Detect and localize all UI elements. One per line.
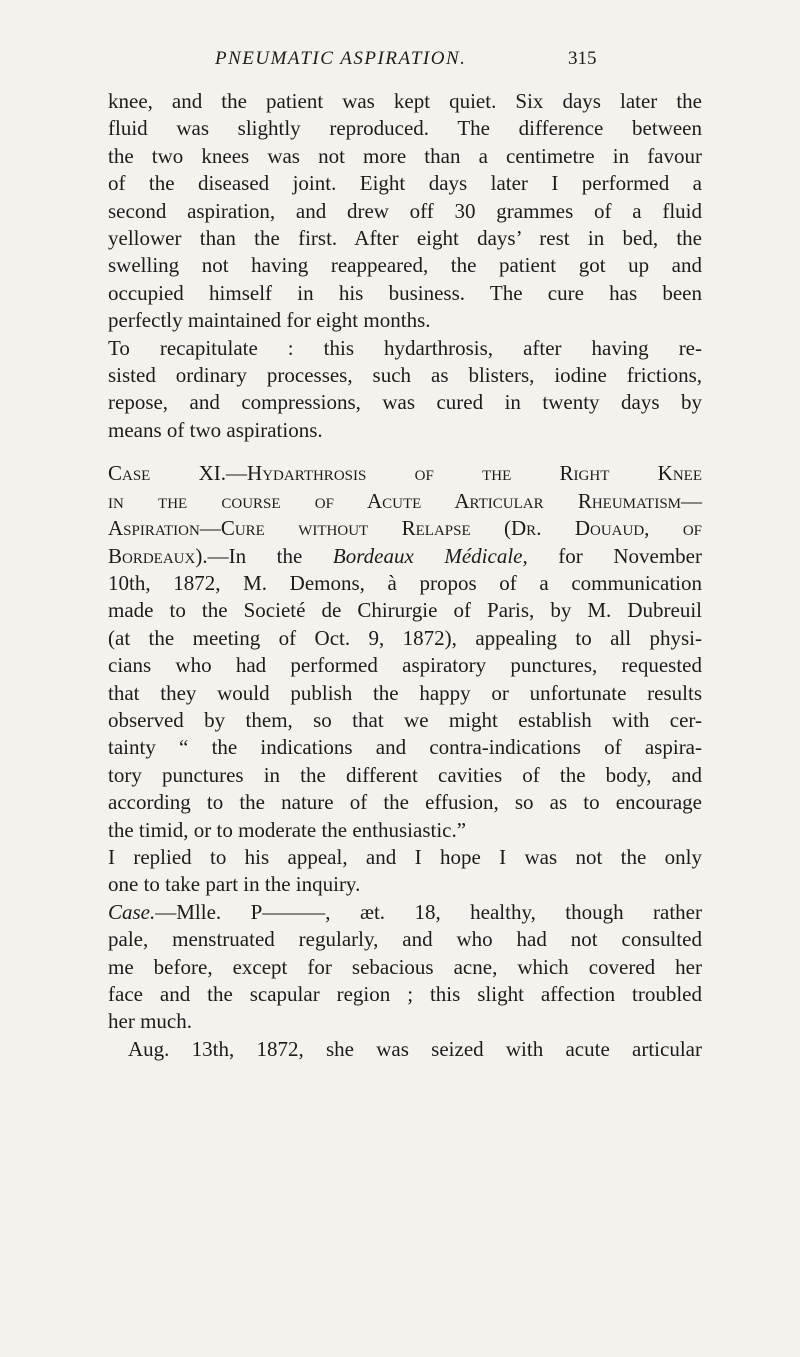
text-line: fluid was slightly reproduced. The difference between bbox=[108, 116, 702, 141]
case-heading bbox=[108, 460, 702, 570]
text-line: second aspiration, and drew off 30 grammes of a fluid bbox=[108, 198, 702, 223]
text-run: —Mlle. P———, æt. 18, healthy, though rather bbox=[155, 899, 702, 924]
text-line: pale, menstruated regularly, and who had not consulted bbox=[108, 927, 702, 952]
text-line: perfectly maintained for eight months. bbox=[108, 308, 431, 333]
case-heading-line: Aspiration—Cure without Relapse (Dr. Douaud, of bbox=[108, 516, 702, 541]
text-line: tory punctures in the different cavities of the body, and bbox=[108, 762, 702, 787]
paragraph bbox=[108, 899, 702, 1036]
text-line: her much. bbox=[108, 1009, 192, 1034]
text-line: one to take part in the inquiry. bbox=[108, 872, 361, 897]
paragraph bbox=[108, 570, 702, 844]
text-line: occupied himself in his business. The cure has been bbox=[108, 280, 702, 305]
text-line: sisted ordinary processes, such as blisters, iodine frictions, bbox=[108, 363, 702, 388]
paragraph bbox=[108, 844, 702, 899]
text-line: means of two aspirations. bbox=[108, 417, 323, 442]
text-line: repose, and compressions, was cured in twenty days by bbox=[108, 390, 702, 415]
text-line: To recapitulate : this hydarthrosis, after having re- bbox=[108, 335, 702, 360]
text-line: observed by them, so that we might establish with cer- bbox=[108, 707, 702, 732]
text-line: yellower than the first. After eight days’ rest in bed, the bbox=[108, 226, 702, 251]
text-line: 10th, 1872, M. Demons, à propos of a communication bbox=[108, 570, 702, 595]
running-title: PNEUMATIC ASPIRATION. bbox=[215, 48, 467, 69]
page-body bbox=[108, 88, 702, 1063]
text-line: that they would publish the happy or unfortunate results bbox=[108, 680, 702, 705]
spacer bbox=[108, 444, 702, 460]
case-heading-text: —In the bbox=[207, 543, 333, 568]
case-heading-line bbox=[108, 543, 702, 570]
text-line: made to the Societé de Chirurgie of Paris, by M. Dubreuil bbox=[108, 598, 702, 623]
text-line: of the diseased joint. Eight days later I performed a bbox=[108, 171, 702, 196]
text-line: swelling not having reappeared, the patient got up and bbox=[108, 253, 702, 278]
journal-title: Bordeaux Médicale, bbox=[332, 543, 528, 568]
text-line: the timid, or to moderate the enthusiastic.” bbox=[108, 817, 467, 842]
paragraph bbox=[108, 1036, 702, 1063]
case-heading-line: Case XI.—Hydarthrosis of the Right Knee bbox=[108, 461, 702, 486]
text-line: me before, except for sebacious acne, which covered her bbox=[108, 954, 702, 979]
text-line: I replied to his appeal, and I hope I was not the only bbox=[108, 844, 702, 869]
case-heading-sc: Bordeaux). bbox=[108, 543, 208, 568]
text-line: cians who had performed aspiratory punctures, requested bbox=[108, 653, 702, 678]
text-line: Aug. 13th, 1872, she was seized with acute articular bbox=[128, 1036, 702, 1061]
paragraph bbox=[108, 335, 702, 445]
case-label: Case. bbox=[108, 899, 156, 924]
text-line: the two knees was not more than a centimetre in favour bbox=[108, 143, 702, 168]
text-line: knee, and the patient was kept quiet. Six days later the bbox=[108, 89, 702, 113]
text-line: (at the meeting of Oct. 9, 1872), appealing to all physi- bbox=[108, 625, 702, 650]
case-heading-text: for November bbox=[527, 543, 702, 568]
page-number: 315 bbox=[568, 48, 597, 69]
text-line bbox=[108, 899, 702, 926]
text-line: face and the scapular region ; this slight affection troubled bbox=[108, 982, 702, 1006]
text-line: according to the nature of the effusion, so as to encourage bbox=[108, 790, 702, 815]
paragraph bbox=[108, 88, 702, 335]
text-line: tainty “ the indications and contra-indications of aspira- bbox=[108, 735, 702, 760]
case-heading-line: in the course of Acute Articular Rheumatism— bbox=[108, 488, 702, 513]
